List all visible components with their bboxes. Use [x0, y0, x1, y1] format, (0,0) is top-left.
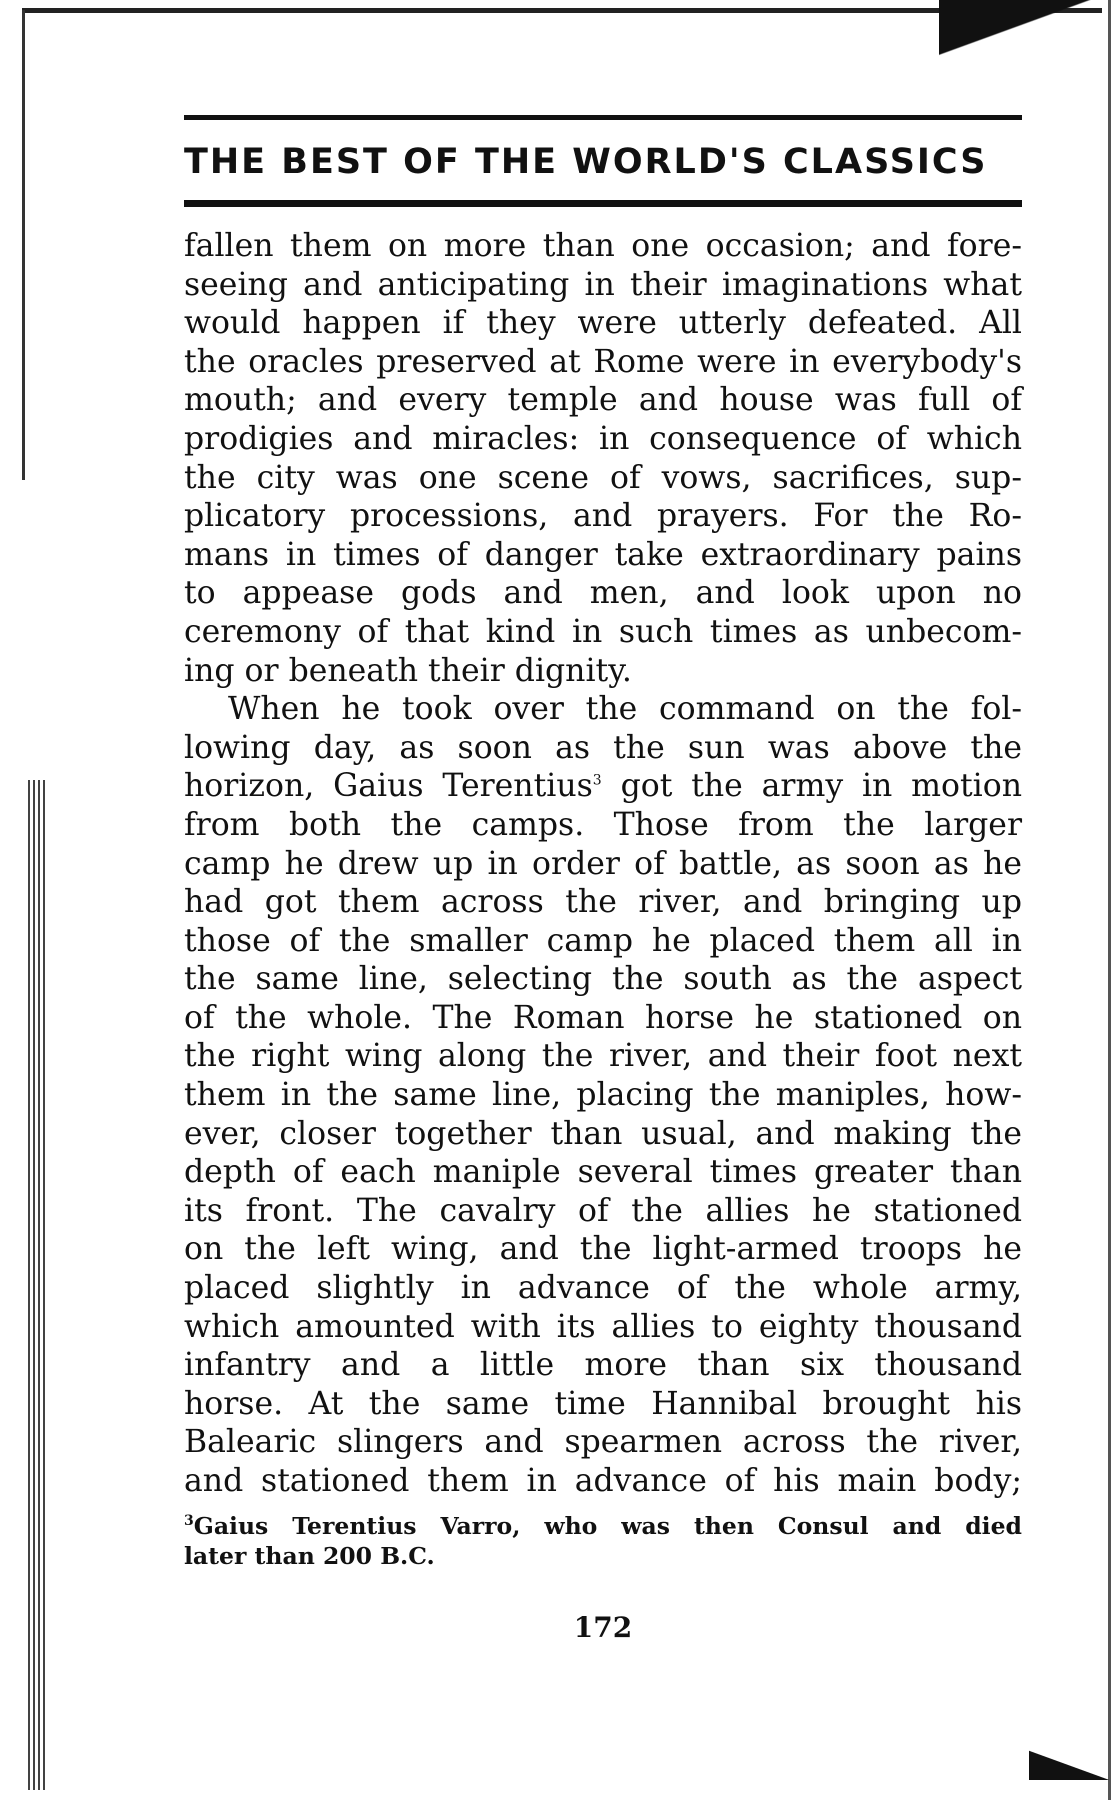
- scan-left-edge: [22, 10, 25, 480]
- text-line: ing or beneath their dignity.: [184, 652, 632, 689]
- text-line: When he took over the command on the fol-: [228, 691, 1022, 728]
- text-line: of the whole. The Roman horse he stationed on: [184, 999, 1022, 1036]
- text-segment: horizon, Gaius Terentius: [184, 768, 593, 805]
- scan-binding-shadow: [28, 780, 46, 1790]
- footnote-text: Gaius Terentius Varro, who was then Consul and died: [193, 1511, 1022, 1540]
- text-line: the same line, selecting the south as the aspect: [184, 961, 1022, 998]
- text-line: to appease gods and men, and look upon no: [184, 575, 1022, 612]
- text-line: ceremony of that kind in such times as unbecom-: [184, 613, 1022, 650]
- text-line: fallen them on more than one occasion; and fore-: [184, 228, 1022, 264]
- paragraph-2: [184, 690, 1022, 1500]
- footnote-line: [184, 1511, 1022, 1541]
- book-page: [184, 115, 1022, 1644]
- text-segment: got the army in motion: [601, 768, 1023, 805]
- text-line: would happen if they were utterly defeated. All: [184, 305, 1022, 342]
- footnote-reference: 3: [592, 772, 602, 789]
- text-line: camp he drew up in order of battle, as soon as he: [184, 845, 1022, 882]
- text-line: which amounted with its allies to eighty thousand: [184, 1308, 1022, 1345]
- text-line: and stationed them in advance of his main body;: [184, 1463, 1022, 1499]
- text-line: plicatory processions, and prayers. For the Ro-: [184, 498, 1022, 535]
- footnote-marker: 3: [184, 1512, 194, 1529]
- footnote: [184, 1511, 1022, 1571]
- text-line: the city was one scene of vows, sacrifices, sup-: [184, 459, 1022, 496]
- header-rule-bottom: [184, 200, 1022, 207]
- scan-corner-shadow: [939, 0, 1119, 70]
- text-line: those of the smaller camp he placed them all in: [184, 922, 1022, 959]
- page-number: 172: [573, 1610, 633, 1644]
- text-line: seeing and anticipating in their imaginations what: [184, 266, 1022, 303]
- text-line: lowing day, as soon as the sun was above the: [184, 729, 1022, 766]
- header-rule-top: [184, 115, 1022, 120]
- paragraph-1: [184, 227, 1022, 690]
- text-line-with-footnote: [184, 767, 1022, 806]
- footnote-line: later than 200 B.C.: [184, 1541, 435, 1570]
- text-line: them in the same line, placing the maniples, how-: [184, 1077, 1022, 1114]
- text-line: the oracles preserved at Rome were in everybody's: [184, 343, 1022, 380]
- text-line: depth of each maniple several times greater than: [184, 1154, 1022, 1191]
- text-line: prodigies and miracles: in consequence of which: [184, 420, 1022, 457]
- text-line: infantry and a little more than six thousand: [184, 1347, 1022, 1384]
- text-line: horse. At the same time Hannibal brought his: [184, 1385, 1022, 1422]
- text-line: ever, closer together than usual, and making the: [184, 1115, 1022, 1152]
- text-line: Balearic slingers and spearmen across the river,: [184, 1424, 1022, 1461]
- scan-right-edge: [1108, 0, 1111, 1800]
- text-line: its front. The cavalry of the allies he stationed: [184, 1192, 1022, 1229]
- text-line: had got them across the river, and bringing up: [184, 884, 1022, 921]
- text-line: mans in times of danger take extraordinary pains: [184, 536, 1022, 573]
- text-line: on the left wing, and the light-armed troops he: [184, 1231, 1022, 1268]
- text-line: the right wing along the river, and their foot next: [184, 1038, 1022, 1075]
- running-title: THE BEST OF THE WORLD'S CLASSICS: [184, 142, 988, 182]
- text-line: mouth; and every temple and house was full of: [184, 382, 1022, 419]
- text-line: placed slightly in advance of the whole army,: [184, 1270, 1022, 1307]
- body-text: [184, 227, 1022, 1501]
- text-line: from both the camps. Those from the larger: [184, 806, 1022, 843]
- scan-bottom-corner: [1029, 1750, 1109, 1780]
